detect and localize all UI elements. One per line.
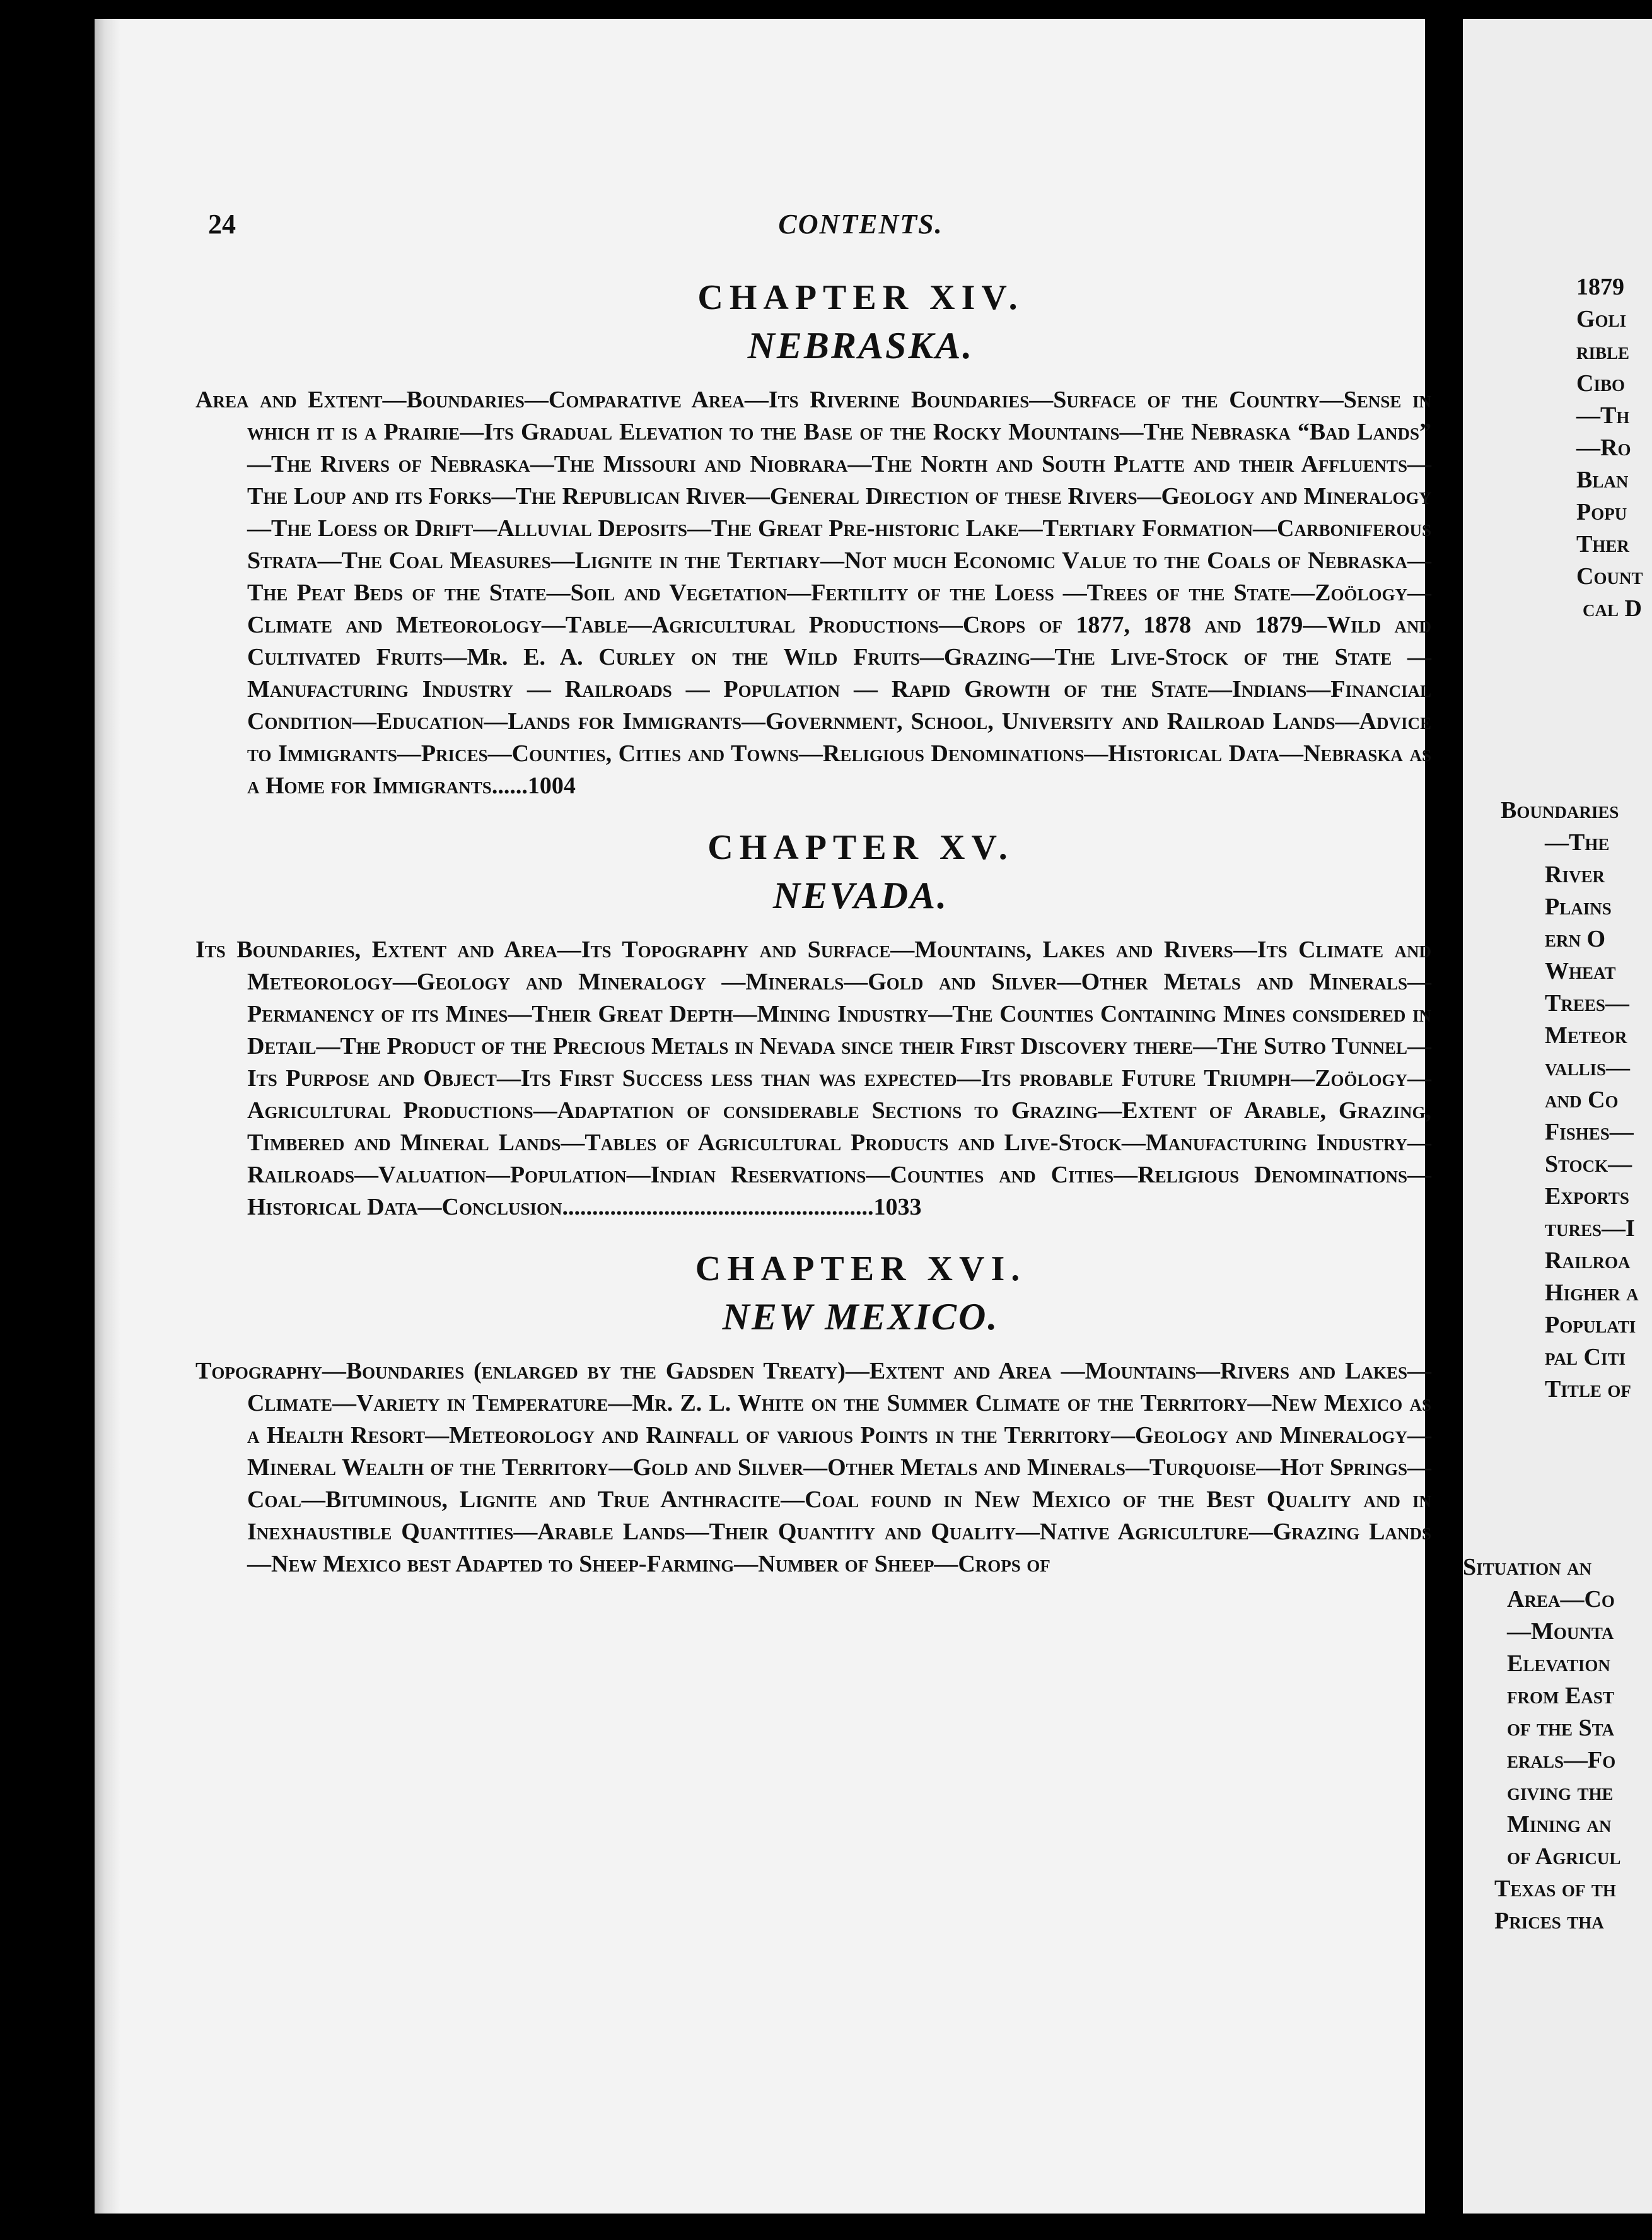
right-page-line: River (1545, 861, 1605, 888)
right-page-line: Populati (1545, 1312, 1636, 1338)
right-page-line: Cibo (1576, 370, 1625, 397)
summary-text: Topography—Boundaries (enlarged by the Gadsden Treaty)—Extent and Area —Mountains—Rivers and Lakes—Climate—Variety in Temperature—Mr. Z. L. White on the Summer Climate of the Territory—New Mexico as a Health Resort—Meteorology and Rainfall of various Points in the Territory—Geology and Mineralogy—Mineral Wealth of the Territory—Gold and Silver—Other Metals and Minerals—Turquoise—Hot Springs—Coal—Bituminous, Lignite and True Anthracite—Coal found in New Mexico of the Best Quality and in Inexhaustible Quantities—Arable Lands—Their Quantity and Quality—Native Agriculture—Grazing Lands —New Mexico best Adapted to Sheep-Farming—Number of Sheep—Crops of (195, 1358, 1431, 1577)
right-page-line: —Th (1576, 402, 1630, 429)
right-page-line: —Mounta (1507, 1618, 1614, 1645)
page-edge-shadow (95, 19, 120, 2214)
right-page-line: 1879 (1576, 274, 1624, 300)
right-page-line: pal Citi (1545, 1344, 1626, 1370)
right-page-line: Ther (1576, 531, 1629, 557)
right-page-line: Elevation (1507, 1650, 1610, 1677)
chapter-summary (195, 1355, 1431, 1580)
right-page-line: Fishes— (1545, 1119, 1634, 1145)
right-page-line: Wheat (1545, 958, 1616, 984)
right-page-line: Blan (1576, 467, 1629, 493)
chapter-name: NEW MEXICO. (722, 1296, 999, 1338)
right-page-line: Trees— (1545, 990, 1629, 1017)
chapter-heading: CHAPTER XIV. (697, 278, 1024, 317)
right-page-line: Higher a (1545, 1280, 1639, 1306)
contents-body (195, 208, 1432, 1580)
right-page-line: from East (1507, 1683, 1614, 1709)
right-page-line: rible (1576, 338, 1630, 365)
right-page-line: Exports (1545, 1183, 1629, 1210)
right-page-line: —The (1545, 829, 1610, 856)
right-page-line: Mining an (1507, 1811, 1612, 1838)
right-page-line: of the Sta (1507, 1715, 1615, 1741)
right-page-line: Prices tha (1494, 1908, 1604, 1934)
right-page-line: Texas of th (1494, 1875, 1616, 1902)
summary-text: Area and Extent—Boundaries—Comparative Area—Its Riverine Boundaries—Surface of the Country—Sense in which it is a Prairie—Its Gradual Elevation to the Base of the Rocky Mountains—The Nebraska “Bad Lands” —The Rivers of Nebraska—The Missouri and Niobrara—The North and South Platte and their Affluents—The Loup and its Forks—The Republican River—General Direction of these Rivers—Geology and Mineralogy —The Loess or Drift—Alluvial Deposits—The Great Pre-historic Lake—Tertiary Formation—Carboniferous Strata—The Coal Measures—Lignite in the Tertiary—Not much Economic Value to the Coals of Nebraska—The Peat Beds of the State—Soil and Vegetation—Fertility of the Loess —Trees of the State—Zoölogy—Climate and Meteorology—Table—Agricultural Productions—Crops of 1877, 1878 and 1879—Wild and Cultivated Fruits—Mr. E. A. Curley on the Wild Fruits—Grazing—The Live-Stock of the State — Manufacturing Industry — Railroads — Population — Rapid Growth of the State—Indians—Financial Condition—Education—Lands for Immigrants—Government, School, University and Railroad Lands—Advice to Immigrants—Prices—Counties, Cities and Towns—Religious Denominations—Historical Data—Nebraska as a Home for Immigrants...... (195, 387, 1432, 799)
summary-text: Its Boundaries, Extent and Area—Its Topography and Surface—Mountains, Lakes and Rivers—Its Climate and Meteorology—Geology and Mineralogy —Minerals—Gold and Silver—Other Metals and Minerals—Permanency of its Mines—Their Great Depth—Mining Industry—The Counties Containing Mines considered in Detail—The Product of the Precious Metals in Nevada since their First Discovery there—The Sutro Tunnel—Its Purpose and Object—Its First Success less than was expected—Its probable Future Triumph—Zoölogy—Agricultural Productions—Adaptation of considerable Sections to Grazing—Extent of Arable, Grazing, Timbered and Mineral Lands—Tables of Agricultural Products and Live-Stock—Manufacturing Industry—Railroads—Valuation—Population—Indian Reservations—Counties and Cities—Religious Denominations—Historical Data—Conclusion.................................................... (195, 936, 1431, 1220)
chapter-name: NEVADA. (772, 875, 949, 916)
running-title: CONTENTS. (778, 209, 943, 240)
chapter-xv (195, 827, 1431, 1223)
right-page-line: of Agricul (1507, 1843, 1621, 1870)
right-page-line: vallis— (1545, 1054, 1631, 1081)
right-page-line: Count (1576, 563, 1643, 590)
chapter-xvi (195, 1249, 1431, 1580)
right-page-line: giving the (1507, 1779, 1614, 1805)
chapter-heading: CHAPTER XV. (707, 828, 1014, 867)
right-page-line: Goli (1576, 306, 1627, 332)
right-page-line: and Co (1545, 1087, 1619, 1113)
right-page-line: cal D (1583, 595, 1642, 622)
right-page-line: Area—Co (1507, 1586, 1615, 1613)
right-page-line: Meteor (1545, 1022, 1627, 1049)
right-page-line: —Ro (1576, 435, 1631, 461)
right-page-line: Situation an (1463, 1554, 1592, 1580)
right-page-line: tures—I (1545, 1215, 1635, 1242)
right-page-line: erals—Fo (1507, 1747, 1616, 1773)
chapter-summary (195, 934, 1431, 1223)
page-number: 24 (208, 209, 236, 240)
right-page-line: Railroa (1545, 1247, 1631, 1274)
running-head (208, 208, 1431, 252)
left-page (95, 19, 1432, 2214)
chapter-name: NEBRASKA. (747, 325, 974, 366)
right-page-line: Title of (1545, 1376, 1631, 1403)
right-page-line: Stock— (1545, 1151, 1632, 1177)
right-page-line: Boundaries (1501, 797, 1619, 824)
right-page-line: ern O (1545, 926, 1606, 952)
chapter-page-number: 1033 (873, 1194, 922, 1220)
right-page-line: Plains (1545, 894, 1612, 920)
chapter-xiv (195, 277, 1432, 802)
right-page-line: Popu (1576, 499, 1627, 525)
chapter-page-number: 1004 (527, 773, 576, 799)
chapter-heading: CHAPTER XVI. (695, 1249, 1027, 1288)
right-page-fragment (1463, 19, 1652, 2214)
chapter-summary (195, 384, 1431, 802)
